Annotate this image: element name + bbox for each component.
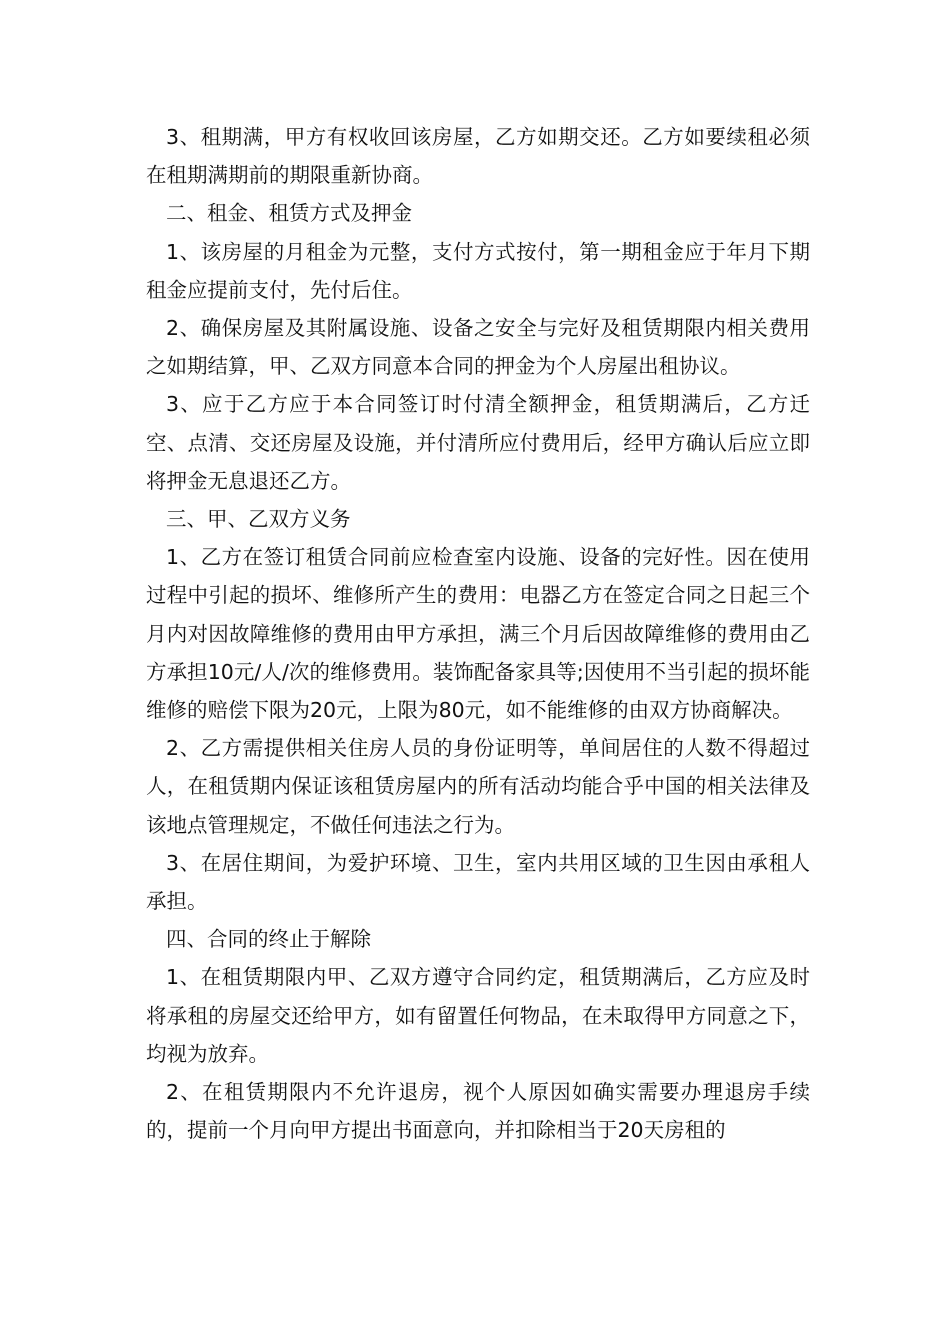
document-body (146, 118, 810, 1149)
paragraph-deposit-refund: 3、应于乙方应于本合同签订时付清全额押金，租赁期满后，乙方迁空、点清、交还房屋及设施，并付清所应付费用后，经甲方确认后应立即将押金无息退还乙方。 (146, 392, 810, 493)
paragraph-lease-expiry: 3、租期满，甲方有权收回该房屋，乙方如期交还。乙方如要续租必须在租期满期前的期限重新协商。 (146, 125, 810, 188)
section-heading-obligations: 三、甲、乙双方义务 (166, 507, 351, 532)
section-heading-rent-deposit: 二、租金、租赁方式及押金 (166, 201, 412, 226)
paragraph-return-property: 1、在租赁期限内甲、乙双方遵守合同约定，租赁期满后，乙方应及时将承租的房屋交还给甲方，如有留置任何物品，在未取得甲方同意之下，均视为放弃。 (146, 965, 810, 1066)
paragraph-repair-costs: 1、乙方在签订租赁合同前应检查室内设施、设备的完好性。因在使用过程中引起的损坏、维修所产生的费用：电器乙方在签定合同之日起三个月内对因故障维修的费用由甲方承担，满三个月后因故障维修的费用由乙方承担10元/人/次的维修费用。装饰配备家具等;因使用不当引起的损坏能维修的赔偿下限为20元，上限为80元，如不能维修的由双方协商解决。 (146, 545, 810, 723)
paragraph-hygiene: 3、在居住期间，为爱护环境、卫生，室内共用区域的卫生因由承租人承担。 (146, 850, 810, 914)
paragraph-occupant-identity: 2、乙方需提供相关住房人员的身份证明等，单间居住的人数不得超过人，在租赁期内保证该租赁房屋内的所有活动均能合乎中国的相关法律及该地点管理规定，不做任何违法之行为。 (146, 736, 810, 837)
section-heading-termination: 四、合同的终止于解除 (166, 927, 371, 952)
paragraph-early-termination: 2、在租赁期限内不允许退房，视个人原因如确实需要办理退房手续的，提前一个月向甲方提出书面意向，并扣除相当于20天房租的 (146, 1080, 810, 1143)
paragraph-deposit-agreement: 2、确保房屋及其附属设施、设备之安全与完好及租赁期限内相关费用之如期结算，甲、乙双方同意本合同的押金为个人房屋出租协议。 (146, 316, 810, 379)
paragraph-monthly-rent: 1、该房屋的月租金为元整，支付方式按付，第一期租金应于年月下期租金应提前支付，先付后住。 (146, 239, 810, 302)
